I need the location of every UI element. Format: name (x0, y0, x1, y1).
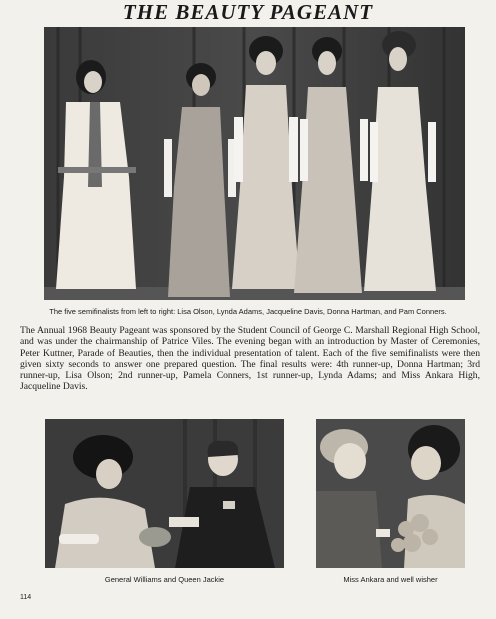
miss-ankara-photo (316, 419, 465, 568)
semifinalists-photo (44, 27, 465, 300)
page-title: THE BEAUTY PAGEANT (122, 0, 374, 24)
general-and-queen-caption: General Williams and Queen Jackie (104, 575, 225, 584)
general-and-queen-photo (45, 419, 284, 568)
semifinalists-caption: The five semifinalists from left to right: Lisa Olson, Lynda Adams, Jacqueline Davis, Donna Hartman, and Pam Conners. (49, 307, 447, 316)
miss-ankara-caption: Miss Ankara and well wisher (343, 575, 438, 584)
page-number: 114 (20, 594, 32, 601)
article-text: The Annual 1968 Beauty Pageant was sponsored by the Student Council of George C. Marshall Regional High School, and was under the chairmanship of Patrice Viles. The evening began with an introduction by Master of Ceremonies, Peter Kuttner, Parade of Beauties, then the individual presentation of talent. Each of the five semifinalists were then given sixty seconds to answer one prepared question. The final results were: 4th runner-up, Donna Hartman; 3rd runner-up, Lisa Olson; 2nd runner-up, Pamela Conners, 1st runner-up, Lynda Adams; and Miss Ankara High, Jacqueline Davis. (20, 325, 480, 393)
